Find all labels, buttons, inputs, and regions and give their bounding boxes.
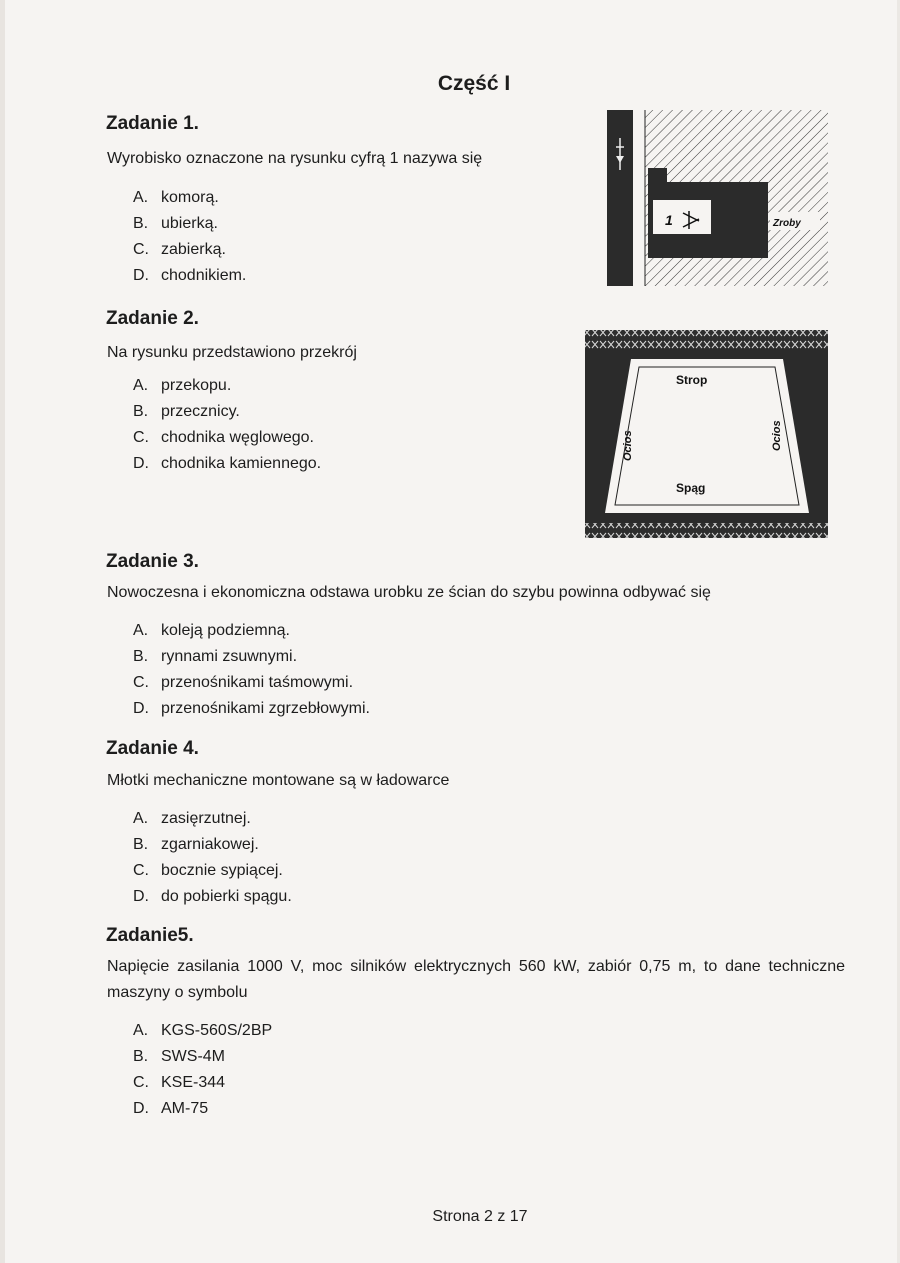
task-1-option-b[interactable] [133, 211, 246, 237]
part-title: Część I [437, 72, 511, 95]
option-letter: A. [133, 622, 149, 639]
task-1-title: Zadanie 1. [106, 113, 199, 134]
task-2-question [107, 340, 357, 366]
option-text: przecznicy. [161, 403, 240, 420]
option-text: zasięrzutnej. [161, 810, 251, 827]
option-letter: D. [133, 888, 149, 905]
task-5-question [107, 954, 845, 1006]
option-text: chodnika kamiennego. [161, 455, 322, 472]
option-text: zabierką. [161, 241, 226, 258]
option-letter: D. [133, 455, 149, 472]
task-4-question-text: Młotki mechaniczne montowane są w ładowarce [107, 772, 450, 789]
option-text: komorą. [161, 189, 219, 206]
option-text: zgarniakowej. [161, 836, 259, 853]
option-letter: A. [133, 377, 149, 394]
option-letter: A. [133, 810, 149, 827]
option-letter: B. [133, 836, 149, 853]
task-3-title: Zadanie 3. [106, 551, 199, 572]
task-1-option-d[interactable] [133, 263, 246, 289]
option-text: przenośnikami zgrzebłowymi. [161, 700, 370, 717]
option-letter: A. [133, 189, 149, 206]
option-text: koleją podziemną. [161, 622, 290, 639]
option-text: przekopu. [161, 377, 232, 394]
task-2-option-c[interactable] [133, 425, 321, 451]
option-text: do pobierki spągu. [161, 888, 292, 905]
option-text: chodnika węglowego. [161, 429, 314, 446]
coal-pillar-left [607, 110, 633, 286]
task-4-option-a[interactable] [133, 806, 292, 832]
task-2-title: Zadanie 2. [106, 308, 199, 329]
excavation-1 [653, 200, 711, 234]
task-4-question [107, 768, 449, 794]
zroby-label: Zroby [773, 218, 801, 229]
task-4-title: Zadanie 4. [106, 738, 199, 759]
spag-label: Spąg [676, 481, 706, 495]
option-text: KGS-560S/2BP [161, 1022, 273, 1039]
option-letter: B. [133, 648, 149, 665]
gallery-gap [633, 110, 645, 286]
option-text: ubierką. [161, 215, 218, 232]
task-4-option-d[interactable] [133, 884, 292, 910]
option-letter: D. [133, 700, 149, 717]
task-3-option-b[interactable] [133, 644, 370, 670]
page-number: Strona 2 z 17 [432, 1208, 528, 1225]
task-2-option-d[interactable] [133, 451, 321, 477]
ocios-right-label: Ocios [771, 420, 783, 451]
task-4-options [133, 806, 292, 910]
task-1-question-text: Wyrobisko oznaczone na rysunku cyfrą 1 nazywa się [107, 150, 483, 167]
option-letter: D. [133, 267, 149, 284]
option-text: bocznie sypiącej. [161, 862, 283, 879]
option-letter: C. [133, 429, 149, 446]
task-5-option-c[interactable] [133, 1070, 272, 1096]
option-text: przenośnikami taśmowymi. [161, 674, 354, 691]
task-3-option-a[interactable] [133, 618, 370, 644]
strop-label: Strop [676, 373, 708, 387]
task-5-option-a[interactable] [133, 1018, 272, 1044]
option-text: chodnikiem. [161, 267, 247, 284]
option-letter: C. [133, 674, 149, 691]
figure-1-number: 1 [665, 212, 673, 228]
option-letter: D. [133, 1100, 149, 1117]
task-2-options [133, 373, 321, 477]
task-1-option-a[interactable] [133, 185, 246, 211]
task-5-options [133, 1018, 272, 1122]
task-3-question [107, 580, 711, 606]
ocios-left-label: Ocios [622, 430, 634, 461]
scan-edge-left [0, 0, 5, 1263]
task-3-option-d[interactable] [133, 696, 370, 722]
task-5-option-b[interactable] [133, 1044, 272, 1070]
task-1-option-c[interactable] [133, 237, 246, 263]
option-text: SWS-4M [161, 1048, 225, 1065]
option-text: rynnami zsuwnymi. [161, 648, 298, 665]
task-1-options [133, 185, 246, 289]
roof-rock-band [585, 330, 828, 352]
option-letter: B. [133, 1048, 149, 1065]
option-text: KSE-344 [161, 1074, 226, 1091]
option-letter: B. [133, 403, 149, 420]
option-letter: C. [133, 862, 149, 879]
task-3-option-c[interactable] [133, 670, 370, 696]
task-5-title: Zadanie5. [106, 925, 194, 946]
option-letter: C. [133, 1074, 149, 1091]
task-3-question-text: Nowoczesna i ekonomiczna odstawa urobku ze ścian do szybu powinna odbywać się [107, 584, 711, 601]
task-5-option-d[interactable] [133, 1096, 272, 1122]
option-letter: A. [133, 1022, 149, 1039]
task-4-option-c[interactable] [133, 858, 292, 884]
task-1-question [107, 146, 482, 172]
task-2-question-text: Na rysunku przedstawiono przekrój [107, 344, 357, 361]
option-letter: C. [133, 241, 149, 258]
task-3-options [133, 618, 370, 722]
task-4-option-b[interactable] [133, 832, 292, 858]
task-5-question-text: Napięcie zasilania 1000 V, moc silników elektrycznych 560 kW, zabiór 0,75 m, to dane techniczne maszyny o symbolu [107, 958, 845, 1001]
figure-2-cross-section [583, 327, 830, 541]
figure-1-mine-plan [605, 108, 830, 288]
task-2-option-a[interactable] [133, 373, 321, 399]
option-text: AM-75 [161, 1100, 209, 1117]
task-2-option-b[interactable] [133, 399, 321, 425]
option-letter: B. [133, 215, 149, 232]
